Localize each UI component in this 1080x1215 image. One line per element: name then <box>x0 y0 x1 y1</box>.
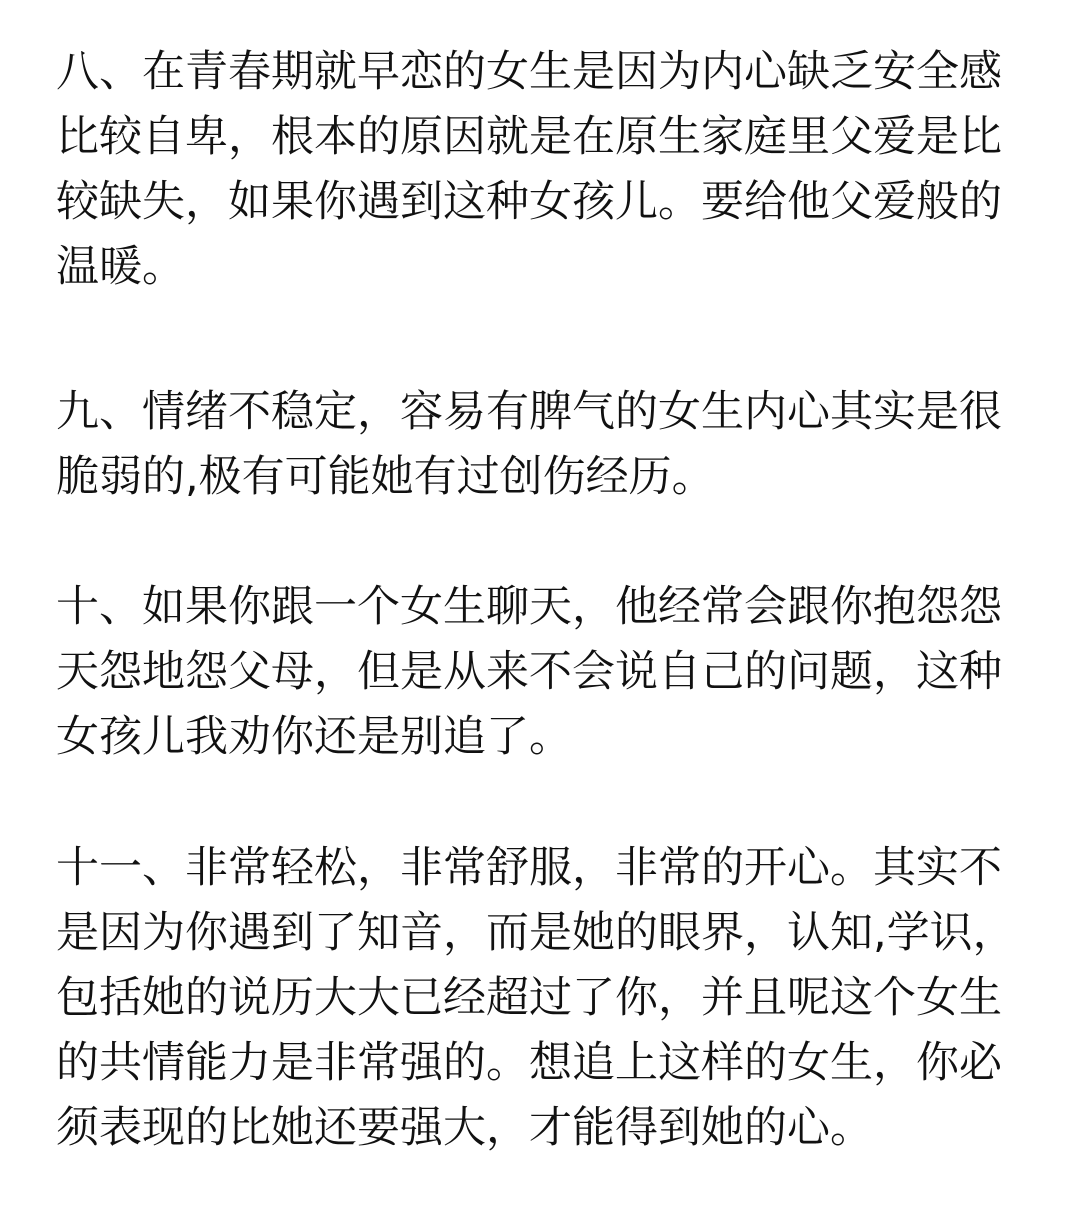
paragraph-line: 女孩儿我劝你还是别追了。 <box>56 712 572 762</box>
paragraph-line: 温暖。 <box>56 242 185 292</box>
paragraph-line: 九、情绪不稳定，容易有脾气的女生内心其实是很 <box>56 387 1002 437</box>
paragraph-9 <box>56 380 1002 510</box>
paragraph-line: 天怨地怨父母，但是从来不会说自己的问题，这种 <box>56 647 1002 697</box>
paragraph-line: 十一、非常轻松，非常舒服，非常的开心。其实不 <box>56 843 1002 893</box>
paragraph-line: 脆弱的,极有可能她有过创伤经历。 <box>56 452 715 502</box>
paragraph-line: 的共情能力是非常强的。想追上这样的女生，你必 <box>56 1038 1002 1088</box>
paragraph-line: 十、如果你跟一个女生聊天，他经常会跟你抱怨怨 <box>56 582 1002 632</box>
paragraph-11 <box>56 836 1016 1161</box>
paragraph-line: 须表现的比她还要强大，才能得到她的心。 <box>56 1103 873 1153</box>
paragraph-line: 是因为你遇到了知音，而是她的眼界，认知,学识， <box>56 908 1016 958</box>
paragraph-line: 比较自卑，根本的原因就是在原生家庭里父爱是比 <box>56 112 1002 162</box>
paragraph-line: 较缺失，如果你遇到这种女孩儿。要给他父爱般的 <box>56 177 1002 227</box>
paragraph-10 <box>56 575 1002 770</box>
paragraph-line: 八、在青春期就早恋的女生是因为内心缺乏安全感 <box>56 47 1002 97</box>
paragraph-8 <box>56 40 1002 300</box>
paragraph-line: 包括她的说历大大已经超过了你，并且呢这个女生 <box>56 973 1002 1023</box>
